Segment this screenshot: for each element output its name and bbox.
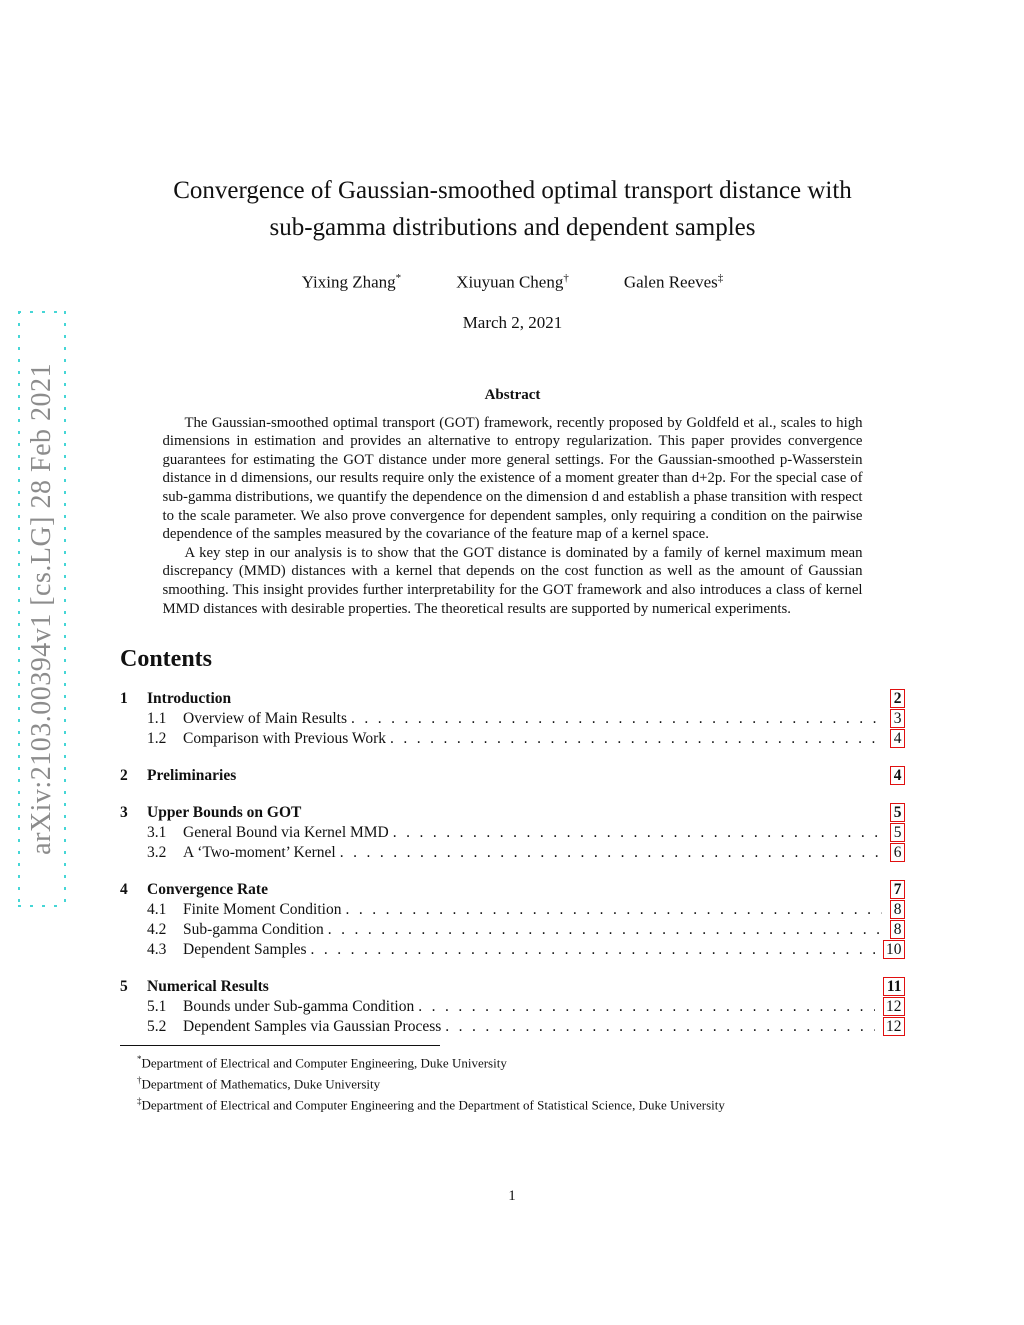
toc-page-link[interactable]: 12: [883, 1017, 906, 1036]
toc-entry-label: A ‘Two-moment’ Kernel: [183, 844, 336, 862]
contents-heading: Contents: [120, 646, 213, 673]
page-number: 1: [508, 1188, 516, 1204]
toc-entry-number: 3: [120, 804, 128, 822]
toc-entry-label: Convergence Rate: [147, 881, 268, 899]
toc-entry-label: Introduction: [147, 690, 232, 708]
toc-entry-label: Finite Moment Condition: [183, 901, 342, 919]
paper-title-line2: sub-gamma distributions and dependent samples: [269, 214, 756, 241]
toc-entry-comparison-with-previous-work: [120, 729, 905, 749]
toc-entry-number: 1.1: [147, 710, 167, 728]
toc-page-link[interactable]: 7: [890, 880, 905, 899]
toc-entry-label: Comparison with Previous Work: [183, 730, 386, 748]
author-2: [456, 272, 569, 293]
toc-leader-dots: [351, 709, 882, 729]
toc-entry-upper-bounds-on-got: [120, 803, 905, 823]
toc-entry-label: Dependent Samples via Gaussian Process: [183, 1018, 442, 1036]
toc-page-link[interactable]: 3: [890, 709, 905, 728]
abstract-section: [120, 387, 905, 619]
footnotes: [120, 1051, 905, 1113]
footnote-3-mark: ‡: [137, 1095, 142, 1106]
toc-leader-dots: [418, 997, 874, 1017]
toc-page-link[interactable]: 10: [883, 940, 906, 959]
toc-page-link[interactable]: 2: [890, 689, 905, 708]
toc-entry-dependent-samples-via-gaussian-process: [120, 1017, 905, 1037]
toc-entry-number: 5.1: [147, 998, 167, 1016]
toc-entry-number: 3.2: [147, 844, 167, 862]
toc-entry-preliminaries: [120, 766, 905, 786]
toc-entry-number: 4.1: [147, 901, 167, 919]
toc-page-link[interactable]: 5: [890, 803, 905, 822]
toc-entry-number: 1: [120, 690, 128, 708]
toc-leader-dots: [390, 729, 882, 749]
toc-entry-number: 4: [120, 881, 128, 899]
toc-entry-convergence-rate: [120, 880, 905, 900]
toc-entry-introduction: [120, 689, 905, 709]
toc-entry-label: Numerical Results: [147, 978, 269, 996]
author-row: [120, 272, 905, 293]
table-of-contents: [120, 689, 905, 1037]
toc-entry-label: Bounds under Sub-gamma Condition: [183, 998, 415, 1016]
toc-entry-bounds-under-sub-gamma-condition: [120, 997, 905, 1017]
toc-entry-general-bound-via-kernel-mmd: [120, 823, 905, 843]
toc-leader-dots: [340, 843, 883, 863]
toc-entry-label: Dependent Samples: [183, 941, 307, 959]
toc-entry-label: Sub-gamma Condition: [183, 921, 324, 939]
footnote-2-mark: †: [137, 1075, 142, 1086]
toc-entry-label: Preliminaries: [147, 767, 237, 785]
toc-entry-finite-moment-condition: [120, 900, 905, 920]
toc-leader-dots: [345, 900, 882, 920]
toc-entry-number: 1.2: [147, 730, 167, 748]
footnote-1: [120, 1051, 905, 1072]
paper-title: [120, 172, 905, 246]
toc-page-link[interactable]: 4: [890, 766, 905, 785]
footnote-3: [120, 1093, 905, 1114]
toc-entry-overview-of-main-results: [120, 709, 905, 729]
toc-page-link[interactable]: 8: [890, 900, 905, 919]
toc-entry-number: 4.3: [147, 941, 167, 959]
toc-entry-label: Upper Bounds on GOT: [147, 804, 302, 822]
toc-entry-numerical-results: [120, 977, 905, 997]
toc-leader-dots: [311, 940, 875, 960]
author-1-affiliation-mark: *: [395, 272, 402, 284]
footnote-3-text: Department of Electrical and Computer Engineering and the Department of Statistical Science, Duke University: [141, 1097, 725, 1113]
toc-page-link[interactable]: 6: [890, 843, 905, 862]
author-3-affiliation-mark: ‡: [717, 272, 724, 284]
toc-entry-number: 5: [120, 978, 128, 996]
toc-entry-two-moment-kernel: [120, 843, 905, 863]
toc-page-link[interactable]: 4: [890, 729, 905, 748]
abstract-heading: Abstract: [484, 386, 541, 403]
author-2-affiliation-mark: †: [563, 272, 569, 284]
toc-page-link[interactable]: 5: [890, 823, 905, 842]
toc-entry-number: 3.1: [147, 824, 167, 842]
toc-entry-number: 5.2: [147, 1018, 167, 1036]
footnote-2: [120, 1072, 905, 1093]
toc-entry-dependent-samples: [120, 940, 905, 960]
footnote-1-text: Department of Electrical and Computer Engineering, Duke University: [141, 1055, 507, 1071]
author-3-name: Galen Reeves: [623, 272, 718, 292]
paper-content: [120, 0, 905, 1114]
toc-page-link[interactable]: 11: [883, 977, 905, 996]
author-1: [302, 272, 401, 293]
toc-leader-dots: [393, 823, 882, 843]
footnote-1-mark: *: [137, 1054, 142, 1065]
abstract-paragraph-2: A key step in our analysis is to show that the GOT distance is dominated by a family of kernel maximum mean discrepancy (MMD) distances with a kernel that depends on the cost function as well as the amount of Gaussian smoothing. This insight provides further interpretability for the GOT framework and also introduces a class of kernel MMD distances with desirable properties. The theoretical results are supported by numerical experiments.: [162, 544, 863, 617]
abstract-paragraph-1: The Gaussian-smoothed optimal transport (GOT) framework, recently proposed by Goldfeld et al., scales to high dimensions in estimation and provides an alternative to entropy regularization. This paper provides convergence guarantees for estimating the GOT distance under more general settings. For the Gaussian-smoothed p-Wasserstein distance in d dimensions, our results require only the existence of a moment greater than d+2p. For the special case of sub-gamma distributions, we quantify the dependence on the dimension d and establish a phase transition with respect to the scale parameter. We also prove convergence for dependent samples, only requiring a condition on the pairwise dependence of the samples measured by the covariance of the feature map of a kernel space.: [162, 414, 863, 543]
toc-entry-sub-gamma-condition: [120, 920, 905, 940]
toc-leader-dots: [445, 1017, 874, 1037]
arxiv-watermark-text: arXiv:2103.00394v1 [cs.LG] 28 Feb 2021: [26, 363, 57, 855]
footnote-2-text: Department of Mathematics, Duke University: [141, 1076, 381, 1092]
author-2-name: Xiuyuan Cheng: [456, 272, 564, 292]
toc-leader-dots: [328, 920, 882, 940]
footnote-rule: [120, 1045, 440, 1046]
toc-entry-number: 2: [120, 767, 128, 785]
paper-title-line1: Convergence of Gaussian-smoothed optimal transport distance with: [173, 177, 852, 204]
toc-page-link[interactable]: 8: [890, 920, 905, 939]
author-3: [624, 272, 723, 293]
toc-entry-number: 4.2: [147, 921, 167, 939]
author-1-name: Yixing Zhang: [301, 272, 396, 292]
toc-entry-label: Overview of Main Results: [183, 710, 348, 728]
toc-entry-label: General Bound via Kernel MMD: [183, 824, 389, 842]
arxiv-watermark: [18, 311, 66, 907]
paper-date: March 2, 2021: [462, 312, 563, 332]
toc-page-link[interactable]: 12: [883, 997, 906, 1016]
